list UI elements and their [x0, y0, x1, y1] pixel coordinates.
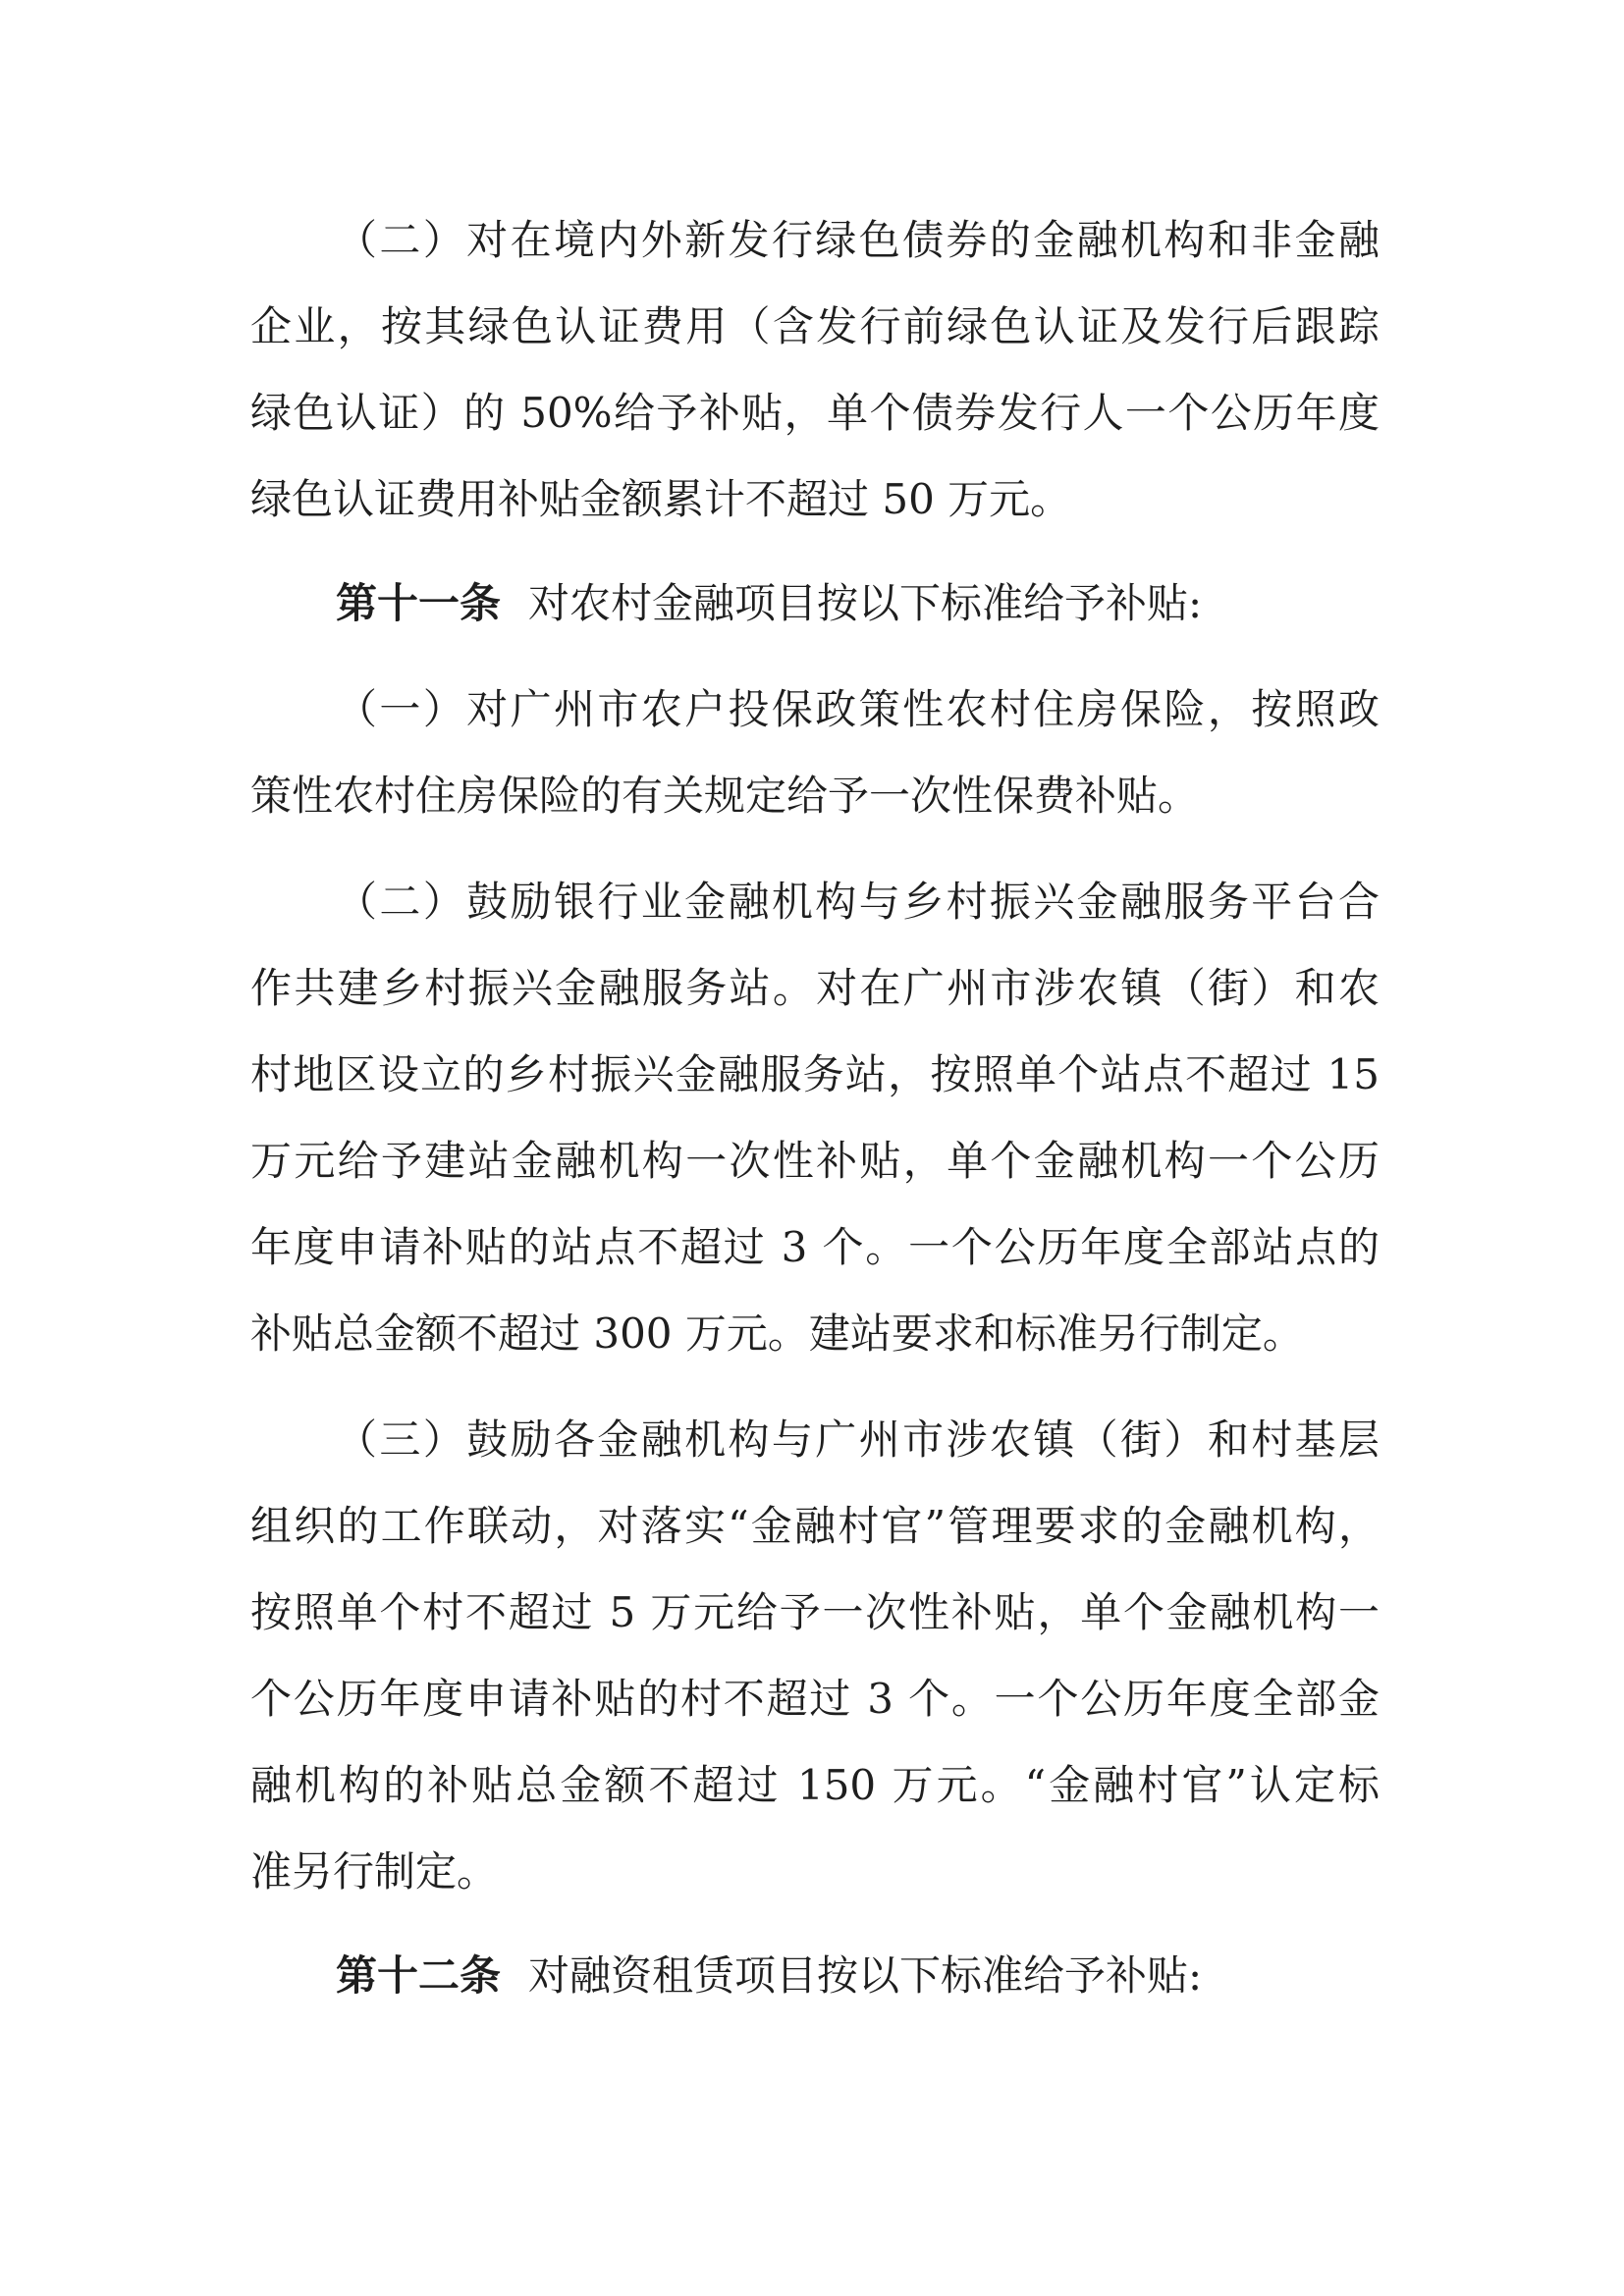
paragraph-3-line-5: 年度申请补贴的站点不超过 3 个。一个公历年度全部站点的	[250, 1223, 1380, 1271]
article-11-number: 第十一条	[336, 579, 502, 627]
paragraph-4-line-3: 按照单个村不超过 5 万元给予一次性补贴，单个金融机构一	[250, 1588, 1380, 1636]
paragraph-4-line-1: （三）鼓励各金融机构与广州市涉农镇（街）和村基层	[336, 1415, 1380, 1464]
paragraph-4-line-4: 个公历年度申请补贴的村不超过 3 个。一个公历年度全部金	[250, 1675, 1380, 1723]
paragraph-3-line-2: 作共建乡村振兴金融服务站。对在广州市涉农镇（街）和农	[250, 964, 1380, 1012]
paragraph-3-line-6: 补贴总金额不超过 300 万元。建站要求和标准另行制定。	[250, 1309, 1304, 1358]
article-12-number: 第十二条	[336, 1951, 502, 2000]
article-11-text: 对农村金融项目按以下标准给予补贴:	[528, 579, 1203, 627]
paragraph-2-line-1: （一）对广州市农户投保政策性农村住房保险，按照政	[336, 685, 1380, 733]
article-12-text: 对融资租赁项目按以下标准给予补贴:	[528, 1951, 1203, 2000]
paragraph-3-line-3: 村地区设立的乡村振兴金融服务站，按照单个站点不超过 15	[250, 1050, 1380, 1098]
paragraph-4-line-5: 融机构的补贴总金额不超过 150 万元。“金融村官”认定标	[250, 1761, 1380, 1809]
article-12-heading	[336, 1947, 1380, 2005]
paragraph-3-line-1: （二）鼓励银行业金融机构与乡村振兴金融服务平台合	[336, 878, 1380, 926]
paragraph-1-line-2: 企业，按其绿色认证费用（含发行前绿色认证及发行后跟踪	[250, 302, 1380, 350]
paragraph-4-line-2: 组织的工作联动，对落实“金融村官”管理要求的金融机构，	[250, 1502, 1380, 1550]
paragraph-4-line-6: 准另行制定。	[250, 1847, 499, 1896]
paragraph-1-line-1: （二）对在境内外新发行绿色债券的金融机构和非金融	[336, 216, 1380, 264]
paragraph-1-line-3: 绿色认证）的 50%给予补贴，单个债券发行人一个公历年度	[250, 389, 1380, 437]
paragraph-2-line-2: 策性农村住房保险的有关规定给予一次性保费补贴。	[250, 772, 1200, 820]
article-11-heading	[336, 574, 1380, 633]
paragraph-1-line-4: 绿色认证费用补贴金额累计不超过 50 万元。	[250, 475, 1072, 523]
paragraph-3-line-4: 万元给予建站金融机构一次性补贴，单个金融机构一个公历	[250, 1137, 1380, 1185]
